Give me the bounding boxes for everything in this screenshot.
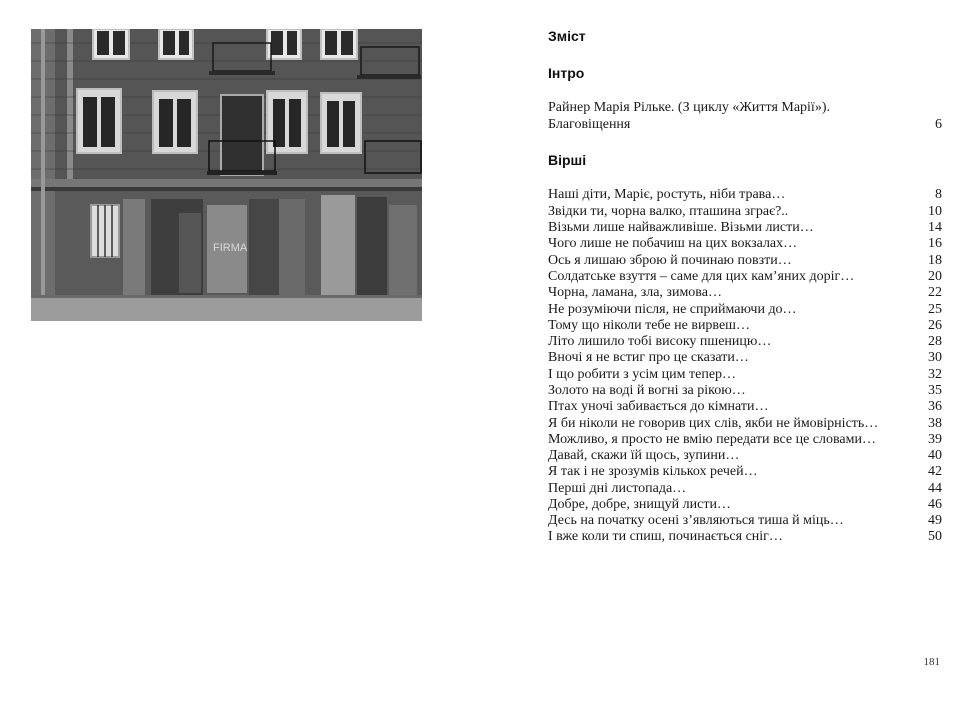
toc-entry-title: Чого лише не побачиш на цих вокзалах…	[548, 236, 798, 251]
toc-entry-page: 8	[935, 187, 942, 202]
section-heading-poems: Вірші	[548, 152, 587, 168]
toc-entry-page: 30	[928, 350, 942, 365]
toc-entry-page: 6	[935, 117, 942, 132]
page-number: 181	[923, 656, 940, 668]
toc-entry	[548, 235, 942, 252]
toc-title: Зміст	[548, 28, 586, 44]
building-facade-photo	[31, 29, 422, 321]
toc-entry-page: 22	[928, 285, 942, 300]
toc-entry-title: Птах уночі забивається до кімнати…	[548, 399, 769, 414]
toc-entry-page: 28	[928, 334, 942, 349]
toc-entry	[548, 382, 942, 399]
toc-entry-intro-line1	[548, 99, 942, 116]
toc-entry	[548, 480, 942, 497]
toc-entry-page: 46	[928, 497, 942, 512]
section-heading-intro: Інтро	[548, 65, 585, 81]
toc-entry	[548, 219, 942, 236]
toc-entry	[548, 333, 942, 350]
toc-entry	[548, 463, 942, 480]
toc-entry-title: І вже коли ти спиш, починається сніг…	[548, 529, 783, 544]
toc-entry-page: 25	[928, 302, 942, 317]
toc-entry-page: 42	[928, 464, 942, 479]
toc-entry	[548, 528, 942, 545]
toc-entry-page: 49	[928, 513, 942, 528]
toc-entry	[548, 317, 942, 334]
toc-entry-title: Можливо, я просто не вмію передати все це словами…	[548, 432, 876, 447]
toc-entry	[548, 431, 942, 448]
toc-entry-page: 39	[928, 432, 942, 447]
toc-entry-title: Вночі я не встиг про це сказати…	[548, 350, 749, 365]
toc-entry-page: 10	[928, 204, 942, 219]
toc-entry-title: Ось я лишаю зброю й починаю повзти…	[548, 253, 792, 268]
toc-entry-page: 36	[928, 399, 942, 414]
toc-entry-title: Літо лишило тобі високу пшеницю…	[548, 334, 772, 349]
toc-entry-page: 14	[928, 220, 942, 235]
toc-entry-title: І що робити з усім цим тепер…	[548, 367, 737, 382]
toc-entry-page: 38	[928, 416, 942, 431]
toc-entry-page: 44	[928, 481, 942, 496]
toc-entry-page: 32	[928, 367, 942, 382]
toc-entry	[548, 186, 942, 203]
toc-entry-title: Золото на воді й вогні за рікою…	[548, 383, 746, 398]
toc-entry-page: 26	[928, 318, 942, 333]
toc-entry-title: Добре, добре, знищуй листи…	[548, 497, 731, 512]
toc-entry-title: Солдатське взуття – саме для цих кам’яних доріг…	[548, 269, 855, 284]
toc-entry	[548, 203, 942, 220]
toc-entry-title: Наші діти, Маріє, ростуть, ніби трава…	[548, 187, 786, 202]
toc-entry	[548, 301, 942, 318]
toc-entry-title: Десь на початку осені з’являються тиша й міць…	[548, 513, 844, 528]
graffiti-text: FIRMA	[213, 242, 248, 254]
toc-entry-title: Благовіщення	[548, 117, 631, 132]
toc-entry	[548, 496, 942, 513]
toc-entry-page: 35	[928, 383, 942, 398]
toc-entry-title: Райнер Марія Рільке. (З циклу «Життя Марії»).	[548, 100, 830, 115]
toc-entry	[548, 284, 942, 301]
toc-entry	[548, 349, 942, 366]
toc-entry-page: 18	[928, 253, 942, 268]
toc-entry-title: Звідки ти, чорна валко, пташина зграє?..	[548, 204, 789, 219]
toc-entry-intro-line2	[548, 116, 942, 133]
toc-entry	[548, 366, 942, 383]
toc-entry-title: Я так і не зрозумів кількох речей…	[548, 464, 758, 479]
toc-entry-page: 20	[928, 269, 942, 284]
toc-entry-title: Тому що ніколи тебе не вирвеш…	[548, 318, 750, 333]
toc-entry-title: Давай, скажи їй щось, зупини…	[548, 448, 740, 463]
toc-entry-title: Візьми лише найважливіше. Візьми листи…	[548, 220, 814, 235]
toc-entry-page: 16	[928, 236, 942, 251]
toc-entry	[548, 415, 942, 432]
toc-entry-title: Я би ніколи не говорив цих слів, якби не ймовірність…	[548, 416, 879, 431]
toc-entry	[548, 268, 942, 285]
toc-entry-title: Перші дні листопада…	[548, 481, 687, 496]
toc-entry	[548, 512, 942, 529]
toc-entry-title: Чорна, ламана, зла, зимова…	[548, 285, 722, 300]
toc-entry-title: Не розуміючи після, не сприймаючи до…	[548, 302, 797, 317]
toc-entry-page: 50	[928, 529, 942, 544]
toc-entry-page: 40	[928, 448, 942, 463]
toc-entry	[548, 398, 942, 415]
toc-entry	[548, 252, 942, 269]
toc-entry	[548, 447, 942, 464]
